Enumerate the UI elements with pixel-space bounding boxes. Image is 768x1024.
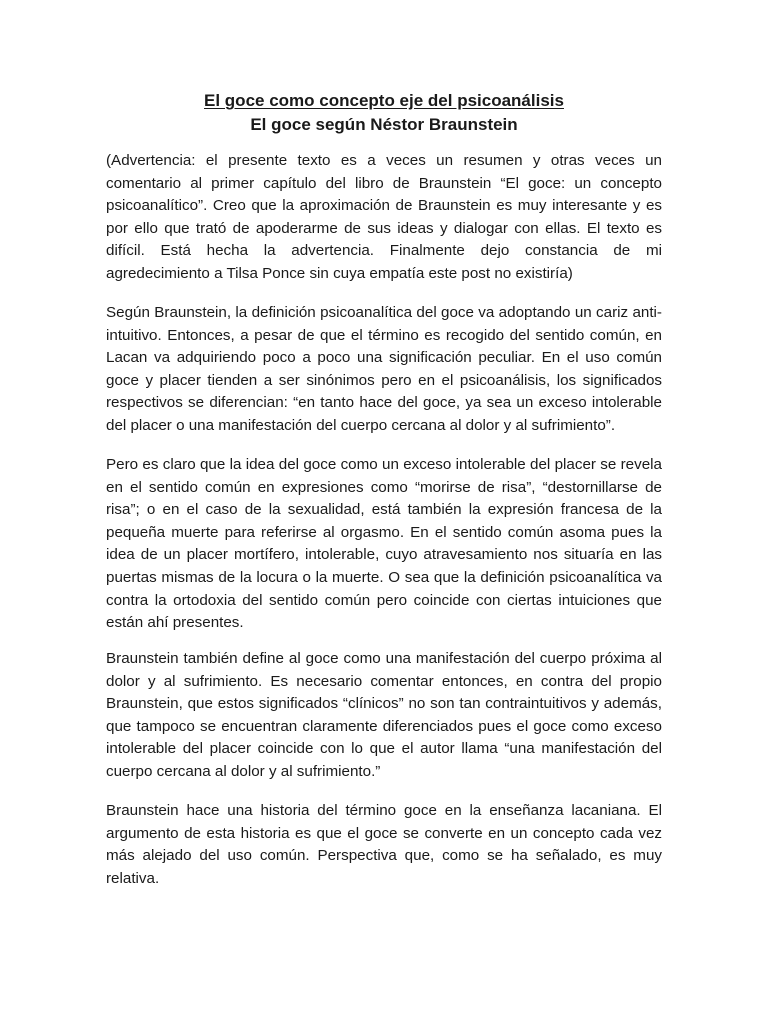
main-title: El goce como concepto eje del psicoanálisis [204,91,564,110]
subtitle: El goce según Néstor Braunstein [250,115,518,134]
paragraph-body-manifestation: Braunstein también define al goce como una manifestación del cuerpo próxima al dolor y al sufrimiento. Es necesario comentar entonces, en contra del propio Braunstein, que estos significados “clínicos” no son tan contraintuitivos y además, que tampoco se encuentran claramente diferenciados pues el goce como exceso intolerable del placer coincide con lo que el autor llama “una manifestación del cuerpo cercana al dolor y al sufrimiento.” [106,650,662,780]
paragraph-disclaimer: (Advertencia: el presente texto es a veces un resumen y otras veces un comentario al primer capítulo del libro de Braunstein “El goce: un concepto psicoanalítico”. Creo que la aproximación de Braunstein es muy interesante y es por ello que trató de apoderarme de sus ideas y dialogar con ellas. El texto es difícil. Está hecha la advertencia. Finalmente dejo constancia de mi agredecimiento a Tilsa Ponce sin cuya empatía este post no existiría) [106,152,662,282]
paragraph-common-sense: Pero es claro que la idea del goce como un exceso intolerable del placer se revela en el sentido común en expresiones como “morirse de risa”, “destornillarse de risa”; o en el caso de la sexualidad, está también la expresión francesa de la pequeña muerte para referirse al orgasmo. En el sentido común asoma pues la idea de un placer mortífero, intolerable, cuyo atravesamiento nos situaría en las puertas mismas de la locura o la muerte. O sea que la definición psicoanalítica va contra la ortodoxia del sentido común pero coincide con ciertas intuiciones que están ahí presentes. [106,456,662,632]
paragraph-definition: Según Braunstein, la definición psicoanalítica del goce va adoptando un cariz anti-intuitivo. Entonces, a pesar de que el término es recogido del sentido común, en Lacan va adquiriendo poco a poco una significación peculiar. En el uso común goce y placer tienden a ser sinónimos pero en el psicoanálisis, los significados respectivos se diferencian: “en tanto hace del goce, ya sea un exceso intolerable del placer o una manifestación del cuerpo cercana al dolor y al sufrimiento”. [106,304,662,434]
paragraph-history: Braunstein hace una historia del término goce en la enseñanza lacaniana. El argumento de esta historia es que el goce se converte en un concepto cada vez más alejado del uso común. Perspectiva que, como se ha señalado, es muy relativa. [106,802,662,887]
document-title [0,89,768,137]
